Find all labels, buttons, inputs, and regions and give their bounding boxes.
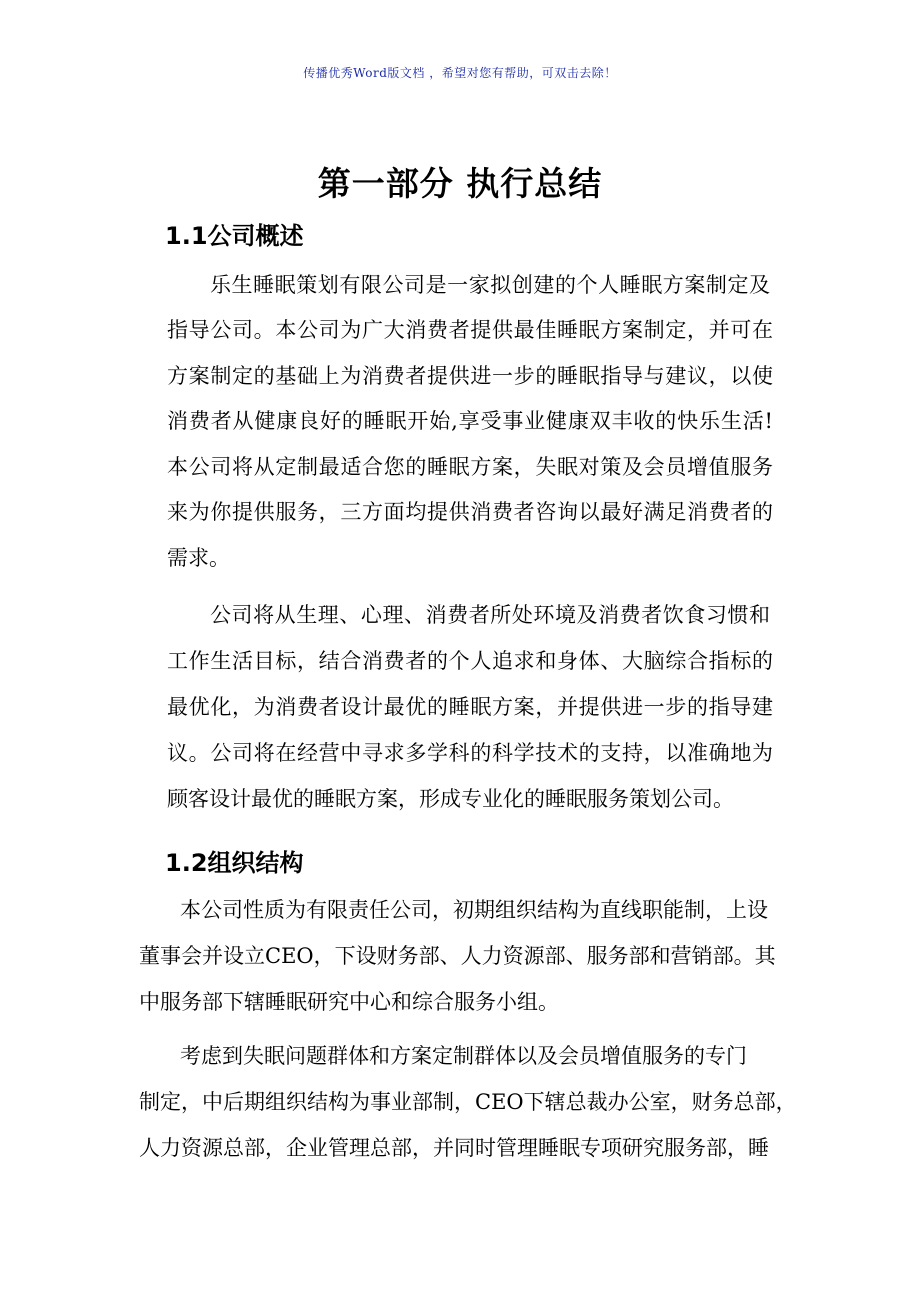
paragraph-line: 工作生活目标，结合消费者的个人追求和身体、大脑综合指标的 [167, 649, 774, 673]
paragraph-line: 乐生睡眠策划有限公司是一家拟创建的个人睡眠方案制定及 [210, 273, 771, 297]
watermark-notice: 传播优秀Word版文档 ，希望对您有帮助，可双击去除！ [303, 66, 617, 80]
paragraph-line: 需求。 [167, 546, 230, 570]
paragraph-line: 考虑到失眠问题群体和方案定制群体以及会员增值服务的专门 [180, 1044, 747, 1068]
paragraph-line: 议。公司将在经营中寻求多学科的科学技术的支持，以准确地为 [167, 741, 774, 765]
paragraph-line: 最优化，为消费者设计最优的睡眠方案，并提供进一步的指导建 [167, 695, 774, 719]
paragraph-line: 中服务部下辖睡眠研究中心和综合服务小组。 [139, 990, 559, 1014]
document-title: 第一部分 执行总结 [317, 164, 603, 203]
paragraph-line: 董事会并设立CEO，下设财务部、人力资源部、服务部和营销部。其 [139, 944, 776, 968]
section-heading-organization: 1.2组织结构 [165, 849, 304, 877]
paragraph-line: 本公司将从定制最适合您的睡眠方案，失眠对策及会员增值服务 [167, 455, 774, 479]
section-heading-overview: 1.1公司概述 [165, 222, 304, 250]
paragraph-line: 公司将从生理、心理、消费者所处环境及消费者饮食习惯和 [210, 603, 771, 627]
paragraph-line: 人力资源总部，企业管理总部，并同时管理睡眠专项研究服务部，睡 [139, 1136, 769, 1160]
paragraph-line: 来为你提供服务，三方面均提供消费者咨询以最好满足消费者的 [167, 500, 774, 524]
paragraph-line: 消费者从健康良好的睡眠开始,享受事业健康双丰收的快乐生活! [167, 409, 774, 433]
paragraph-line: 顾客设计最优的睡眠方案，形成专业化的睡眠服务策划公司。 [167, 787, 734, 811]
paragraph-line: 本公司性质为有限责任公司，初期组织结构为直线职能制，上设 [180, 898, 768, 922]
paragraph-line: 制定，中后期组织结构为事业部制，CEO下辖总裁办公室，财务总部， [139, 1090, 797, 1114]
paragraph-line: 指导公司。本公司为广大消费者提供最佳睡眠方案制定，并可在 [167, 318, 774, 342]
paragraph-line: 方案制定的基础上为消费者提供进一步的睡眠指导与建议，以使 [167, 364, 774, 388]
